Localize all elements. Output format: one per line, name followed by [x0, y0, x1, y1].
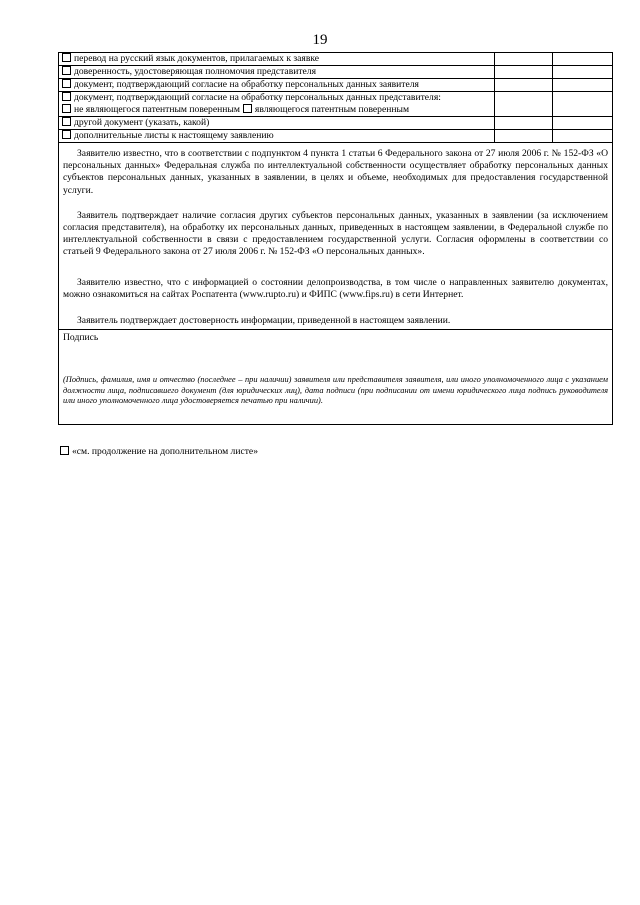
signature-row: [59, 330, 613, 425]
notice-consent-confirmation: Заявитель подтверждает наличие согласия других субъектов персональных данных, указанных в заявлении (за исключением согласия представителя), на обработку их персональных данных, приведенных в настоящем заявлении, в Федеральной службе по интеллектуальной собственности в связи с предоставлением государственной услуги. Согласия оформлены в соответствии со статьей 9 Федерального закона от 27 июля 2006 г. № 152-ФЗ «О персональных данных».: [63, 209, 608, 258]
attachment-row: [59, 130, 613, 143]
quantity-cell[interactable]: [495, 92, 553, 117]
notice-status-info: Заявителю известно, что с информацией о состоянии делопроизводства, в том числе о направленных заявителю документах, можно ознакомиться на сайтах Роспатента (www.rupto.ru) и ФИПС (www.fips.ru) в сети Интернет.: [63, 276, 608, 300]
signature-note: (Подпись, фамилия, имя и отчество (последнее – при наличии) заявителя или представителя заявителя, или иного уполномоченного лица с указанием должности лица, подписавшего документ (для юридических лиц), дата подписи (при подписании от имени юридического лица подпись руководителя или иного уполномоченного лица удостоверяется печатью при наличии).: [63, 375, 608, 406]
attachment-label: дополнительные листы к настоящему заявлению: [74, 130, 274, 141]
attachment-label: другой документ (указать, какой): [74, 117, 210, 128]
pages-cell[interactable]: [553, 53, 613, 66]
checkbox-patent-attorney[interactable]: [243, 104, 252, 113]
checkbox[interactable]: [62, 53, 71, 62]
checkbox[interactable]: [62, 130, 71, 139]
quantity-cell[interactable]: [495, 66, 553, 79]
checkbox[interactable]: [62, 117, 71, 126]
attachment-label: доверенность, удостоверяющая полномочия представителя: [74, 66, 317, 77]
pages-cell[interactable]: [553, 130, 613, 143]
option-patent-attorney: являющегося патентным поверенным: [254, 104, 410, 115]
application-form-table: [58, 52, 613, 425]
notice-row: [59, 143, 613, 330]
continuation-checkbox[interactable]: [60, 446, 69, 455]
pages-cell[interactable]: [553, 92, 613, 117]
checkbox[interactable]: [62, 92, 71, 101]
notice-personal-data-processing: Заявителю известно, что в соответствии с подпунктом 4 пункта 1 статьи 6 Федерального закона от 27 июля 2006 г. № 152-ФЗ «О персональных данных» Федеральная служба по интеллектуальной собственности осуществляет обработку персональных данных субъектов персональных данных, указанных в заявлении, в целях и объеме, необходимых для предоставления государственной услуги.: [63, 148, 608, 196]
attachment-row: [59, 117, 613, 130]
pages-cell[interactable]: [553, 66, 613, 79]
attachment-label: перевод на русский язык документов, прилагаемых к заявке: [74, 53, 320, 64]
checkbox[interactable]: [62, 66, 71, 75]
consent-representative-label: документ, подтверждающий согласие на обработку персональных данных представителя:: [74, 92, 441, 103]
option-not-patent-attorney: не являющегося патентным поверенным: [74, 104, 240, 115]
pages-cell[interactable]: [553, 117, 613, 130]
notice-accuracy-confirmation: Заявитель подтверждает достоверность информации, приведенной в настоящем заявлении.: [77, 315, 451, 327]
checkbox[interactable]: [62, 79, 71, 88]
attachment-row: [59, 79, 613, 92]
continuation-row: [58, 446, 258, 458]
quantity-cell[interactable]: [495, 117, 553, 130]
attachment-row: [59, 53, 613, 66]
signature-field[interactable]: [59, 330, 613, 425]
quantity-cell[interactable]: [495, 79, 553, 92]
quantity-cell[interactable]: [495, 53, 553, 66]
page-number: 19: [312, 32, 328, 48]
signature-label: Подпись: [63, 332, 99, 344]
attachment-row: [59, 66, 613, 79]
consent-representative-row: [59, 92, 613, 117]
pages-cell[interactable]: [553, 79, 613, 92]
continuation-label: «см. продолжение на дополнительном листе»: [72, 446, 258, 457]
checkbox-not-patent-attorney[interactable]: [62, 104, 71, 113]
attachment-label: документ, подтверждающий согласие на обработку персональных данных заявителя: [74, 79, 419, 90]
quantity-cell[interactable]: [495, 130, 553, 143]
